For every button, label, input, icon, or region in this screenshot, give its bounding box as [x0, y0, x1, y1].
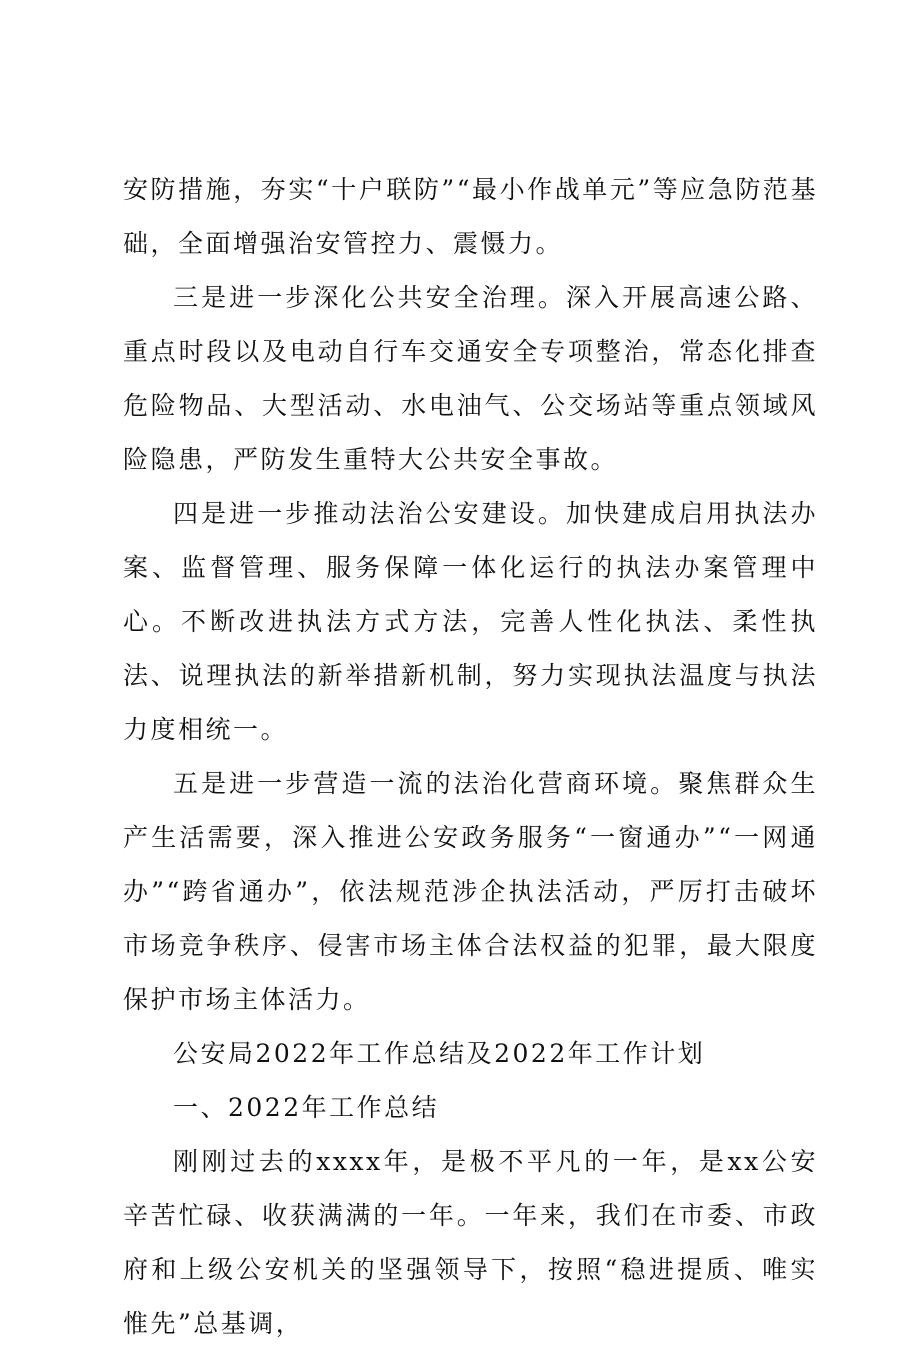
- paragraph-business-environment: 五是进一步营造一流的法治化营商环境。聚焦群众生产生活需要，深入推进公安政务服务“一窗通办”“一网通办”“跨省通办”，依法规范涉企执法活动，严厉打击破坏市场竞争秩序、侵害市场主体合法权益的犯罪，最大限度保护市场主体活力。: [123, 769, 818, 1014]
- paragraph-continuation: 安防措施，夯实“十户联防”“最小作战单元”等应急防范基础，全面增强治安管控力、震慑力。: [123, 175, 818, 258]
- paragraph-summary-intro: 刚刚过去的xxxx年，是极不平凡的一年，是xx公安辛苦忙碌、收获满满的一年。一年来，我们在市委、市政府和上级公安机关的坚强领导下，按照“稳进提质、唯实惟先”总基调，: [123, 1147, 818, 1338]
- section-heading: 一、2022年工作总结: [173, 1093, 440, 1122]
- paragraph-public-safety: 三是进一步深化公共安全治理。深入开展高速公路、重点时段以及电动自行车交通安全专项整治，常态化排查危险物品、大型活动、水电油气、公交场站等重点领域风险隐患，严防发生重特大公共安全事故。: [123, 283, 818, 474]
- document-title: 公安局2022年工作总结及2022年工作计划: [173, 1039, 706, 1068]
- paragraph-rule-of-law: 四是进一步推动法治公安建设。加快建成启用执法办案、监督管理、服务保障一体化运行的执法办案管理中心。不断改进执法方式方法，完善人性化执法、柔性执法、说理执法的新举措新机制，努力实现执法温度与执法力度相统一。: [123, 499, 818, 744]
- document-body: [123, 163, 818, 1351]
